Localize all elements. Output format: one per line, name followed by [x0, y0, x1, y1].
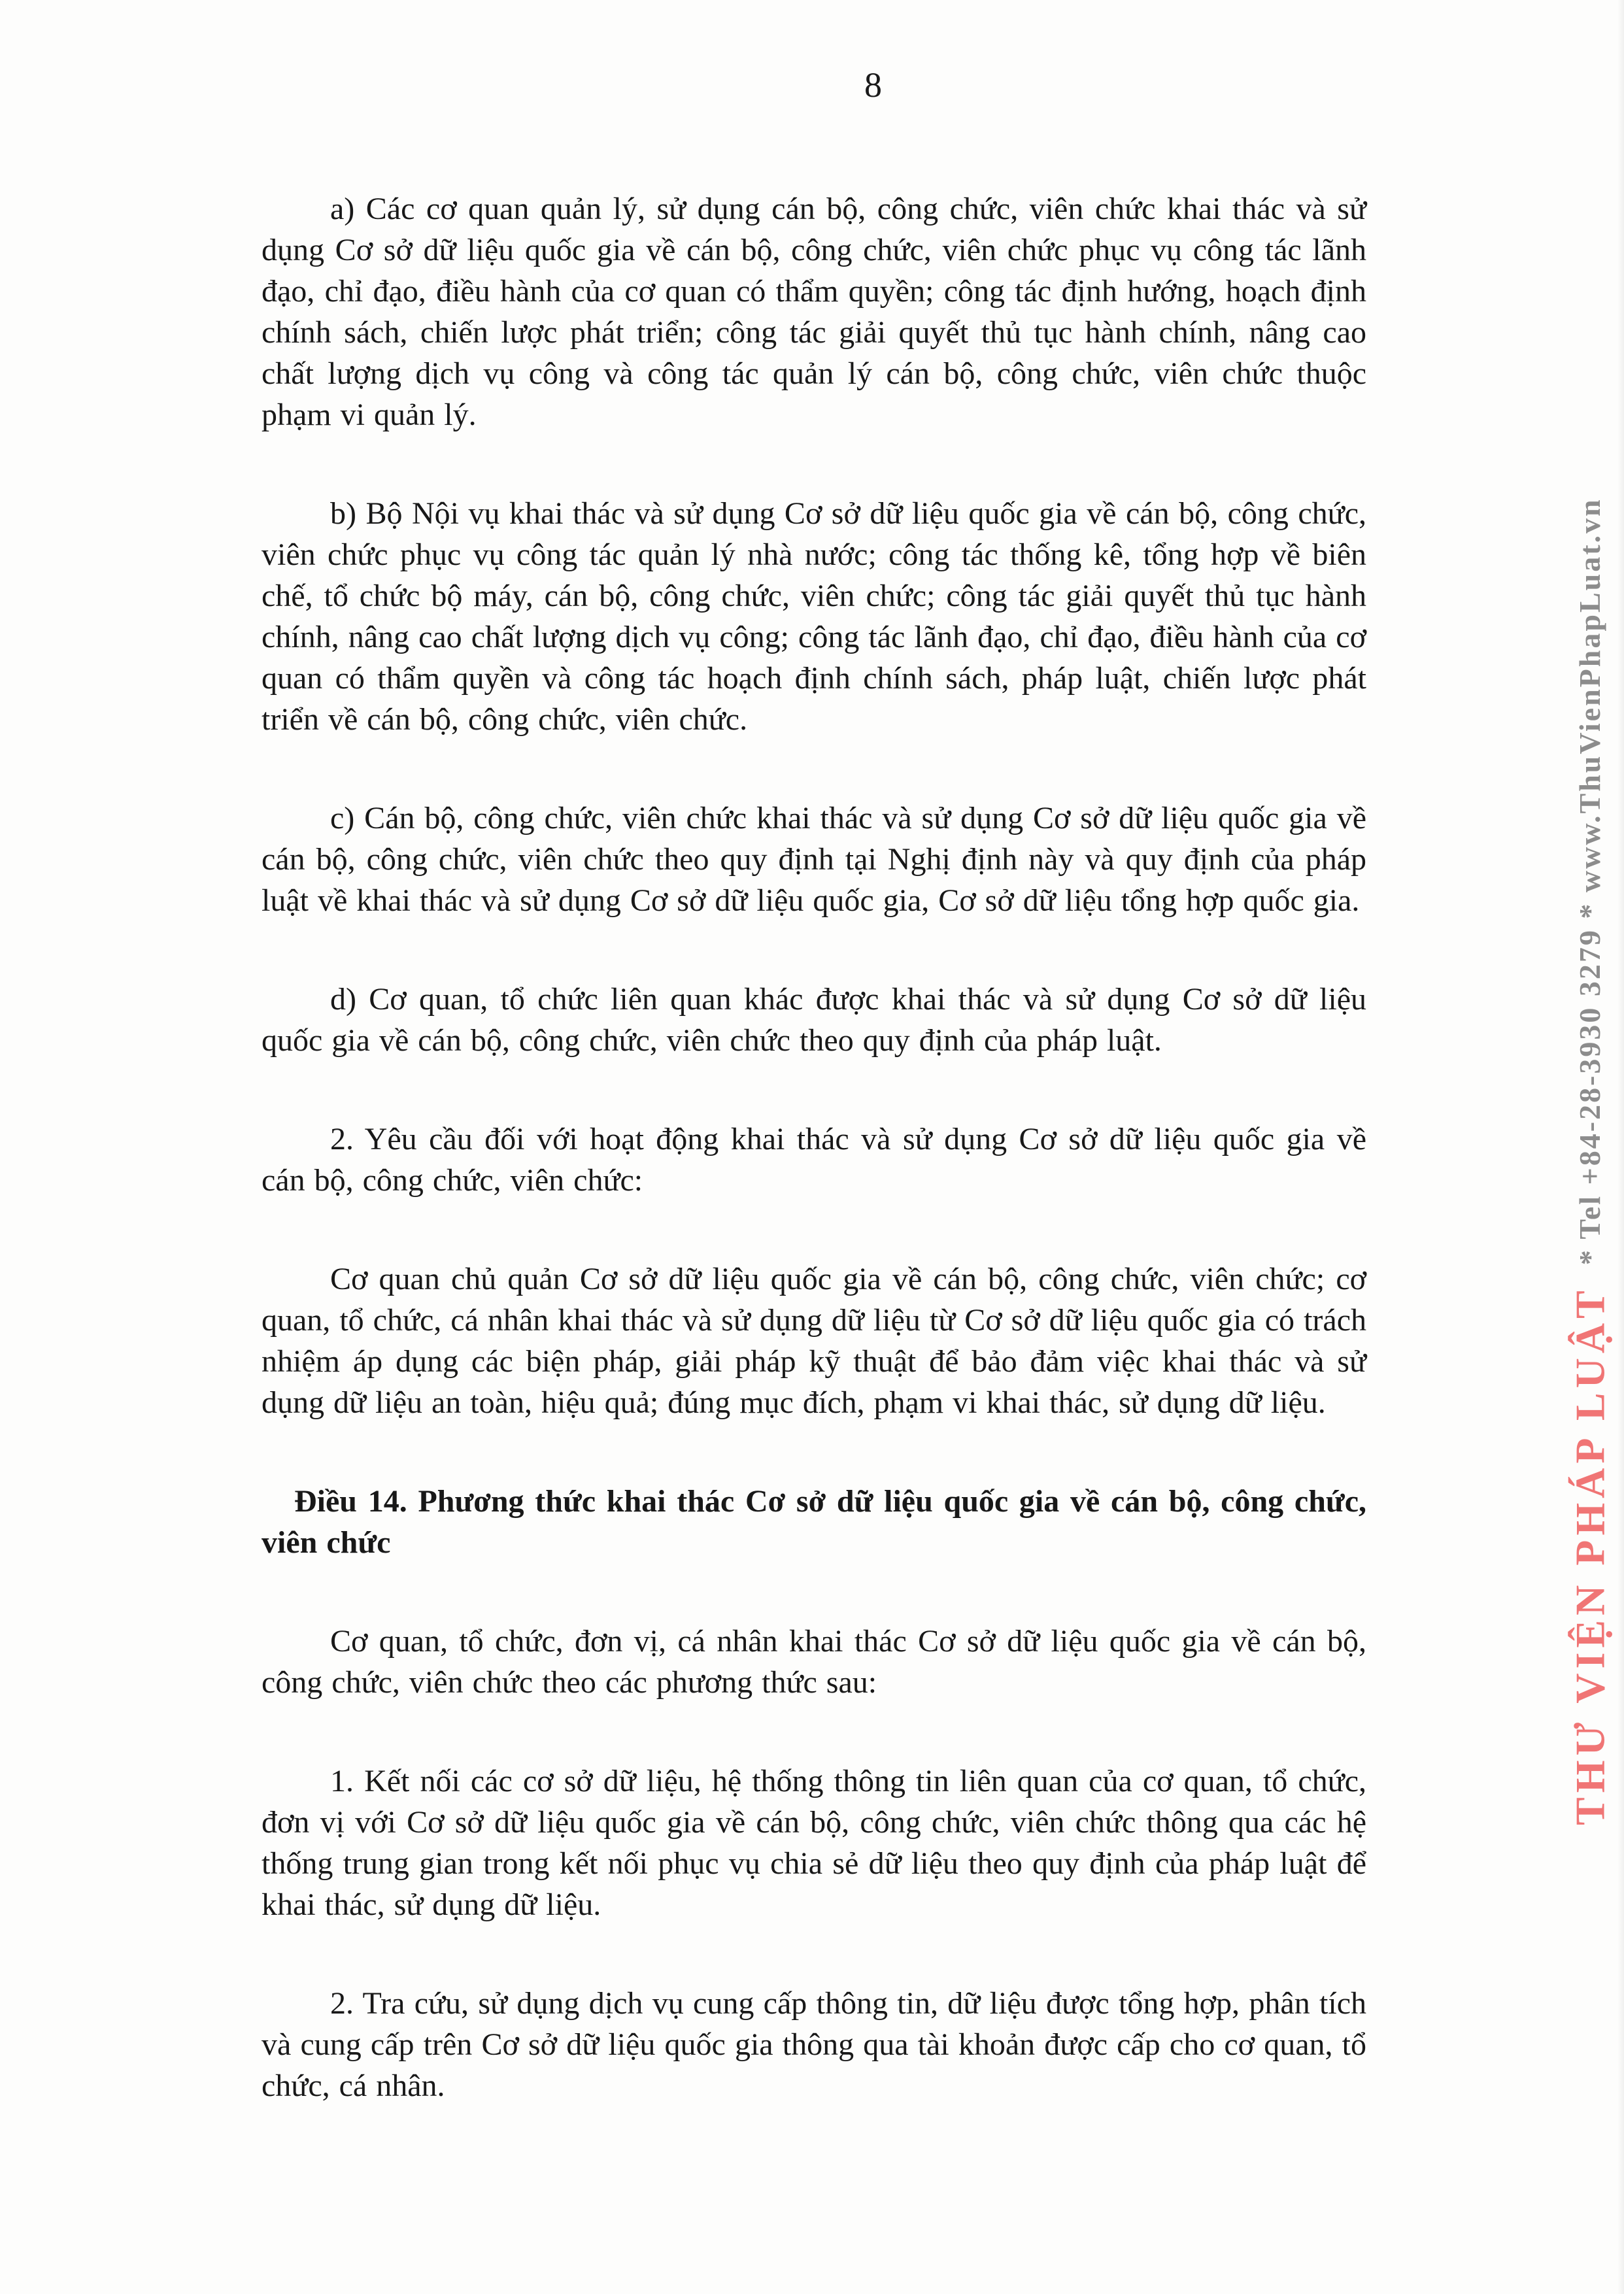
watermark [1566, 498, 1614, 1825]
paragraph-point-c: c) Cán bộ, công chức, viên chức khai thác và sử dụng Cơ sở dữ liệu quốc gia về cán bộ, công chức, viên chức theo quy định tại Nghị định này và quy định của pháp luật về khai thác và sử dụng Cơ sở dữ liệu quốc gia, Cơ sở dữ liệu tổng hợp quốc gia. [262, 801, 1366, 918]
paragraph-point-a: a) Các cơ quan quản lý, sử dụng cán bộ, công chức, viên chức khai thác và sử dụng Cơ sở dữ liệu quốc gia về cán bộ, công chức, viên chức phục vụ công tác lãnh đạo, chỉ đạo, điều hành của cơ quan có thẩm quyền; công tác định hướng, hoạch định chính sách, chiến lược phát triển; công tác giải quyết thủ tục hành chính, nâng cao chất lượng dịch vụ công và công tác quản lý cán bộ, công chức, viên chức thuộc phạm vi quản lý. [262, 192, 1366, 432]
document-body [262, 188, 1366, 2164]
article-14-heading: Điều 14. Phương thức khai thác Cơ sở dữ liệu quốc gia về cán bộ, công chức, viên chức [262, 1484, 1366, 1560]
paragraph-clause-2-requirements: 2. Yêu cầu đối với hoạt động khai thác và sử dụng Cơ sở dữ liệu quốc gia về cán bộ, công chức, viên chức: [262, 1122, 1366, 1198]
paragraph-point-d: d) Cơ quan, tổ chức liên quan khác được khai thác và sử dụng Cơ sở dữ liệu quốc gia về cán bộ, công chức, viên chức theo quy định của pháp luật. [262, 982, 1366, 1058]
paragraph-point-b: b) Bộ Nội vụ khai thác và sử dụng Cơ sở dữ liệu quốc gia về cán bộ, công chức, viên chức phục vụ công tác quản lý nhà nước; công tác thống kê, tổng hợp về biên chế, tổ chức bộ máy, cán bộ, công chức, viên chức; công tác giải quyết thủ tục hành chính, nâng cao chất lượng dịch vụ công; công tác lãnh đạo, chỉ đạo, điều hành của cơ quan có thẩm quyền và công tác hoạch định chính sách, pháp luật, chiến lược phát triển về cán bộ, công chức, viên chức. [262, 496, 1366, 737]
watermark-contact-text: * Tel +84-28-3930 3279 * www.ThuVienPhapLuat.vn [1573, 498, 1607, 1266]
paragraph-article-14-intro: Cơ quan, tổ chức, đơn vị, cá nhân khai thác Cơ sở dữ liệu quốc gia về cán bộ, công chức, viên chức theo các phương thức sau: [262, 1624, 1366, 1700]
paragraph-article-14-clause-1: 1. Kết nối các cơ sở dữ liệu, hệ thống thông tin liên quan của cơ quan, tổ chức, đơn vị với Cơ sở dữ liệu quốc gia về cán bộ, công chức, viên chức thông qua các hệ thống trung gian trong kết nối phục vụ chia sẻ dữ liệu theo quy định của pháp luật để khai thác, sử dụng dữ liệu. [262, 1764, 1366, 1922]
paragraph-article-14-clause-2: 2. Tra cứu, sử dụng dịch vụ cung cấp thông tin, dữ liệu được tổng hợp, phân tích và cung cấp trên Cơ sở dữ liệu quốc gia thông qua tài khoản được cấp cho cơ quan, tổ chức, cá nhân. [262, 1986, 1366, 2103]
watermark-brand-text: THƯ VIỆN PHÁP LUẬT [1566, 1286, 1614, 1825]
page-number: 8 [864, 65, 882, 105]
paragraph-clause-2-body: Cơ quan chủ quản Cơ sở dữ liệu quốc gia về cán bộ, công chức, viên chức; cơ quan, tổ chức, cá nhân khai thác và sử dụng dữ liệu từ Cơ sở dữ liệu quốc gia có trách nhiệm áp dụng các biện pháp, giải pháp kỹ thuật để bảo đảm việc khai thác và sử dụng dữ liệu an toàn, hiệu quả; đúng mục đích, phạm vi khai thác, sử dụng dữ liệu. [262, 1262, 1366, 1420]
